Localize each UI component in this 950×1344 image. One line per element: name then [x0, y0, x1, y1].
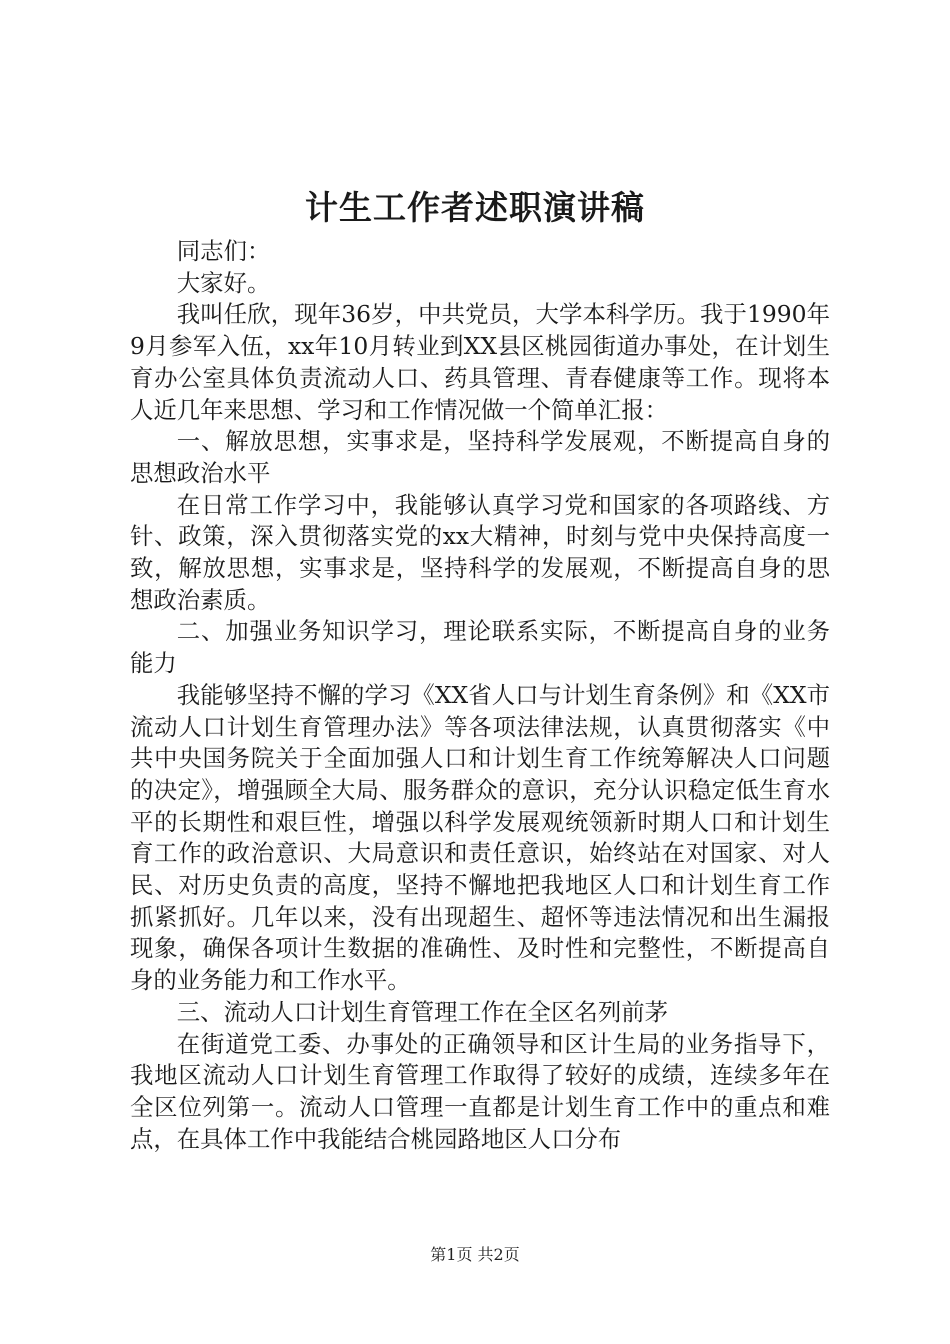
- section-heading-1: 一、解放思想，实事求是，坚持科学发展观，不断提高自身的思想政治水平: [130, 427, 830, 487]
- section-heading-3: 三、流动人口计划生育管理工作在全区名列前茅: [176, 997, 668, 1026]
- section-heading-2: 二、加强业务知识学习，理论联系实际，不断提高自身的业务能力: [130, 617, 830, 678]
- document-title: 计生工作者述职演讲稿: [305, 188, 645, 227]
- paragraph-hello: 大家好。: [176, 268, 271, 297]
- paragraph-intro: 我叫任欣，现年36岁，中共党员，大学本科学历。我于1990年9月参军入伍，xx年10月转业到XX县区桃园街道办事处，在计划生育办公室具体负责流动人口、药具管理、青春健康等工作。现将本人近几年来思想、学习和工作情况做一个简单汇报：: [130, 300, 830, 424]
- paragraph-greeting: 同志们：: [176, 237, 271, 265]
- paragraph-section-1: 在日常工作学习中，我能够认真学习党和国家的各项路线、方针、政策，深入贯彻落实党的xx大精神，时刻与党中央保持高度一致，解放思想，实事求是，坚持科学的发展观，不断提高自身的思想政治素质。: [130, 490, 830, 614]
- paragraph-section-2: 我能够坚持不懈的学习《XX省人口与计划生育条例》和《XX市流动人口计划生育管理办法》等各项法律法规，认真贯彻落实《中共中央国务院关于全面加强人口和计划生育工作统筹解决人口问题的决定》，增强顾全大局、服务群众的意识，充分认识稳定低生育水平的长期性和艰巨性，增强以科学发展观统领新时期人口和计划生育工作的政治意识、大局意识和责任意识，始终站在对国家、对人民、对历史负责的高度，坚持不懈地把我地区人口和计划生育工作抓紧抓好。几年以来，没有出现超生、超怀等违法情况和出生漏报现象，确保各项计生数据的准确性、及时性和完整性，不断提高自身的业务能力和工作水平。: [130, 680, 830, 995]
- paragraph-section-3: 在街道党工委、办事处的正确领导和区计生局的业务指导下，我地区流动人口计划生育管理工作取得了较好的成绩，连续多年在全区位列第一。流动人口管理一直都是计划生育工作中的重点和难点，在具体工作中我能结合桃园路地区人口分布: [130, 1029, 830, 1153]
- document-body: [130, 236, 830, 1155]
- page-number: 第1页 共2页: [430, 1245, 520, 1264]
